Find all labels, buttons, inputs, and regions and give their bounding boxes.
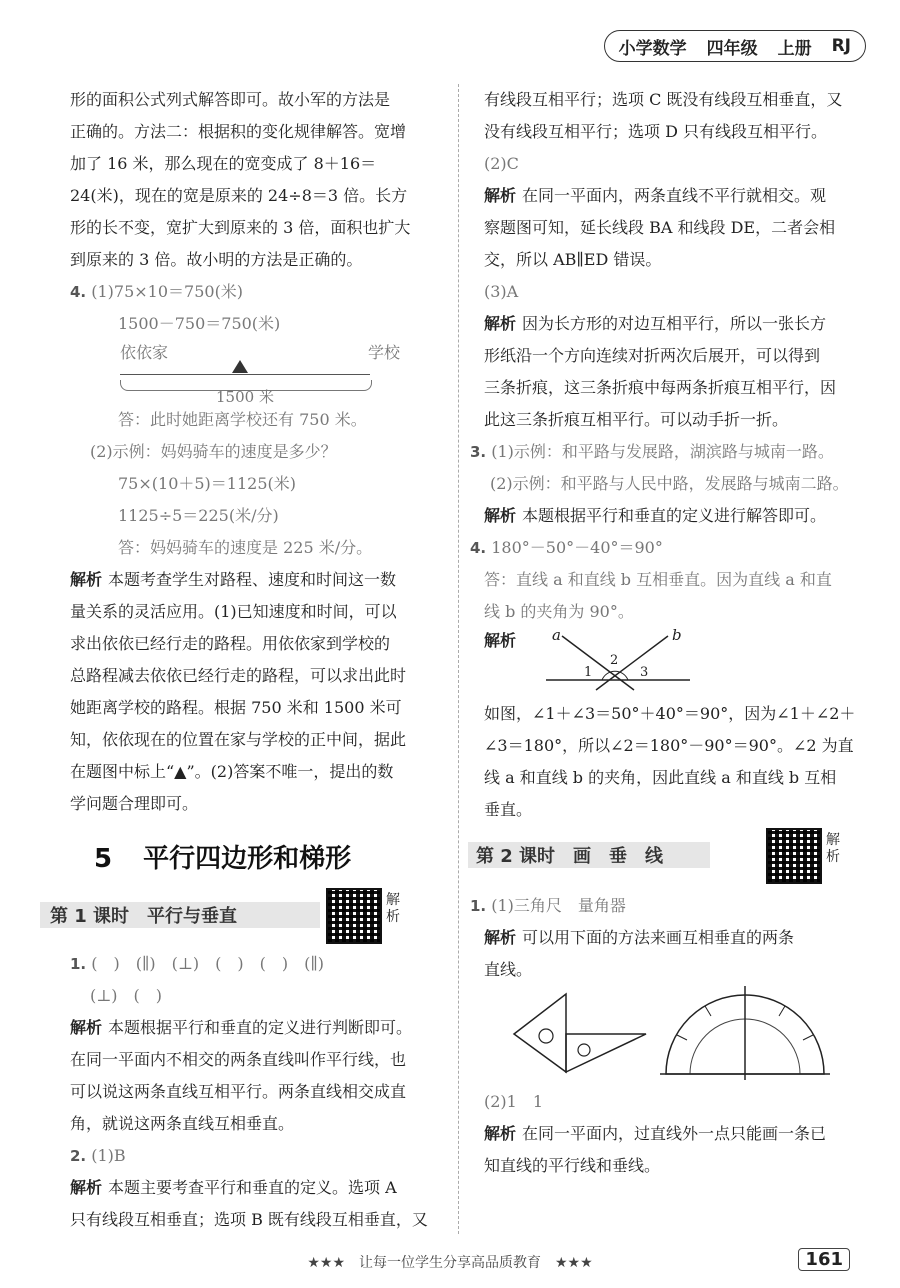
qr-code[interactable]: [326, 888, 382, 944]
text-line: 形的长不变，宽扩大到原来的 3 倍，面积也扩大: [70, 218, 411, 237]
text-line: 直线。: [484, 960, 533, 979]
qr-caption-char: 解: [826, 832, 840, 848]
distance-label: 1500 米: [216, 388, 274, 406]
answer-line: (⊥) ( ): [90, 986, 163, 1005]
intro-paragraph: [70, 84, 440, 276]
second-set-square: [566, 1034, 646, 1072]
answer-line: 答：直线 a 和直线 b 互相垂直。因为直线 a 和直: [484, 570, 832, 589]
header-grade: 四年级: [706, 38, 758, 59]
text-line: 她距离学校的路程。根据 750 米和 1500 米可: [70, 698, 402, 717]
answer-line: 答：此时她距离学校还有 750 米。: [118, 410, 367, 429]
text-line: 本题主要考查平行和垂直的定义。选项 A: [108, 1178, 397, 1197]
answer-line: (2)示例：和平路与人民中路，发展路与城南二路。: [490, 474, 849, 493]
label-2: 2: [610, 653, 619, 668]
header-edition: RJ: [831, 36, 851, 56]
answer-line: (1)75×10＝750(米): [91, 282, 244, 301]
triangle-ruler-diagram: [510, 992, 650, 1082]
text-line: 本题根据平行和垂直的定义进行判断即可。: [108, 1018, 413, 1037]
text-line: 本题考查学生对路程、速度和时间这一数: [108, 570, 397, 589]
chapter-heading: [94, 838, 440, 882]
analysis-tag: 解析: [70, 570, 103, 589]
column-divider: [458, 84, 459, 1234]
text-line: 察题图可知，延长线段 BA 和线段 DE，二者会相: [484, 218, 836, 237]
answer-line: 答：妈妈骑车的速度是 225 米/分。: [118, 538, 373, 557]
segment-line: [120, 374, 370, 375]
text-line: 三条折痕，这三条折痕中每两条折痕互相平行，因: [484, 378, 837, 397]
header-volume: 上册: [777, 38, 812, 59]
question-number: 3.: [470, 443, 487, 461]
text-line: 此这三条折痕互相平行。可以动手折一折。: [484, 410, 789, 429]
right-column: [470, 84, 862, 1182]
question-number: 2.: [70, 1147, 87, 1165]
answer-line: (1)B: [91, 1146, 126, 1165]
answer-line: (2)示例：妈妈骑车的速度是多少？: [90, 442, 337, 461]
text-line: 知直线的平行线和垂线。: [484, 1156, 661, 1175]
qr-caption-char: 解: [386, 892, 400, 908]
text-line: 在题图中标上“▲”。(2)答案不唯一，提出的数: [70, 762, 394, 781]
header-subject: 小学数学: [618, 38, 687, 59]
label-a: a: [552, 628, 561, 644]
answer-line: 1500－750＝750(米): [118, 314, 281, 333]
home-label: 依依家: [120, 343, 169, 362]
qr-caption: [826, 832, 840, 866]
label-b: b: [672, 628, 682, 644]
qr-caption: [386, 892, 400, 926]
lesson-title: 第 1 课时 平行与垂直: [50, 906, 238, 927]
analysis-tag: 解析: [70, 1178, 103, 1197]
text-line: 形的面积公式列式解答即可。故小军的方法是: [70, 90, 391, 109]
text-line: 在同一平面内不相交的两条直线叫作平行线，也: [70, 1050, 407, 1069]
question-number: 1.: [70, 955, 87, 973]
question-1-lesson1: [70, 948, 440, 1140]
text-line: 正确的。方法二：根据积的变化规律解答。宽增: [70, 122, 407, 141]
analysis-tag: 解析: [484, 506, 517, 525]
school-label: 学校: [367, 343, 400, 362]
book-header: [604, 30, 866, 62]
question-1-lesson2: [470, 890, 862, 1182]
angle-diagram: [544, 628, 694, 694]
text-line: 24(米)，现在的宽是原来的 24÷8＝3 倍。长方: [70, 186, 408, 205]
analysis-tag: 解析: [484, 314, 517, 333]
chapter-title: 平行四边形和梯形: [143, 844, 352, 874]
text-line: 求出依依已经行走的路程。用依依家到学校的: [70, 634, 391, 653]
second-set-square-hole: [578, 1044, 590, 1056]
text-line: 没有线段互相平行；选项 D 只有线段互相平行。: [484, 122, 828, 141]
answer-line: 1125÷5＝225(米/分): [118, 506, 279, 525]
text-line: 如图，∠1＋∠3＝50°＋40°＝90°，因为∠1＋∠2＋: [484, 704, 856, 723]
answer-line: (2)C: [484, 154, 519, 173]
line-a: [562, 636, 634, 690]
text-line: 可以说这两条直线互相平行。两条直线相交成直: [70, 1082, 407, 1101]
lesson-title-bar: [40, 902, 320, 928]
answer-line: 75×(10＋5)＝1125(米): [118, 474, 296, 493]
question-number: 1.: [470, 897, 487, 915]
text-line: 到原来的 3 倍。故小明的方法是正确的。: [70, 250, 363, 269]
tools-figure: [510, 986, 862, 1086]
marker-triangle: [232, 360, 248, 373]
answer-line: (1)三角尺 量角器: [491, 896, 626, 915]
distance-diagram: [120, 340, 410, 404]
lesson-title: 第 2 课时 画 垂 线: [476, 846, 664, 867]
analysis-tag: 解析: [484, 1124, 517, 1143]
text-line: ∠3＝180°，所以∠2＝180°－90°＝90°。∠2 为直: [484, 736, 854, 755]
text-line: 本题根据平行和垂直的定义进行解答即可。: [522, 506, 827, 525]
question-4-right: [470, 532, 862, 826]
chapter-number: 5: [94, 844, 113, 874]
answer-line: (2)1 1: [484, 1092, 544, 1111]
text-line: 有线段互相平行；选项 C 既没有线段互相垂直，又: [484, 90, 843, 109]
qr-caption-char: 析: [386, 909, 400, 925]
answer-line: 线 b 的夹角为 90°。: [484, 602, 634, 621]
text-line: 因为长方形的对边互相平行，所以一张长方: [522, 314, 827, 333]
answer-line: 180°－50°－40°＝90°: [491, 538, 663, 557]
text-line: 量关系的灵活应用。(1)已知速度和时间，可以: [70, 602, 397, 621]
question-2-lesson1: [70, 1140, 440, 1236]
question-4-left: [70, 276, 440, 820]
answer-line: (3)A: [484, 282, 519, 301]
protractor-diagram: [660, 986, 830, 1082]
text-line: 角，就说这两条直线互相垂直。: [70, 1114, 295, 1133]
lesson-1-heading: [40, 882, 440, 948]
angle-figure: [484, 628, 862, 698]
text-line: 形纸沿一个方向连续对折两次后展开，可以得到: [484, 346, 821, 365]
lesson-title-bar: [468, 842, 710, 868]
question-number: 4.: [70, 283, 87, 301]
text-line: 总路程减去依依已经行走的路程，可以求出此时: [70, 666, 407, 685]
analysis-tag: 解析: [484, 631, 517, 650]
answer-line: (1)示例：和平路与发展路，湖滨路与城南一路。: [491, 442, 834, 461]
set-square-hole: [539, 1029, 553, 1043]
text-line: 交，所以 AB∥ED 错误。: [484, 250, 662, 269]
analysis-tag: 解析: [484, 928, 517, 947]
label-1: 1: [584, 665, 593, 680]
text-line: 可以用下面的方法来画互相垂直的两条: [522, 928, 795, 947]
qr-caption-char: 析: [826, 849, 840, 865]
text-line: 在同一平面内，过直线外一点只能画一条已: [522, 1124, 827, 1143]
page-number: 161: [798, 1248, 850, 1271]
text-line: 加了 16 米，那么现在的宽变成了 8＋16＝: [70, 154, 377, 173]
left-column: [50, 84, 440, 1236]
analysis-tag: 解析: [70, 1018, 103, 1037]
question-3: [470, 436, 862, 532]
text-line: 知，依依现在的位置在家与学校的正中间，据此: [70, 730, 407, 749]
line-b: [596, 636, 668, 690]
text-line: 学问题合理即可。: [70, 794, 199, 813]
question-number: 4.: [470, 539, 487, 557]
qr-code[interactable]: [766, 828, 822, 884]
label-3: 3: [640, 665, 649, 680]
text-line: 只有线段互相垂直；选项 B 既有线段互相垂直，又: [70, 1210, 428, 1229]
text-line: 线 a 和直线 b 的夹角，因此直线 a 和直线 b 互相: [484, 768, 837, 787]
text-line: 在同一平面内，两条直线不平行就相交。观: [522, 186, 827, 205]
answer-line: ( ) (∥) (⊥) ( ) ( ) (∥): [91, 954, 324, 973]
text-line: 垂直。: [484, 800, 533, 819]
lesson-2-heading: [468, 826, 862, 890]
analysis-tag: 解析: [484, 186, 517, 205]
footer-slogan: ★★★ 让每一位学生分享高品质教育 ★★★: [307, 1255, 593, 1271]
